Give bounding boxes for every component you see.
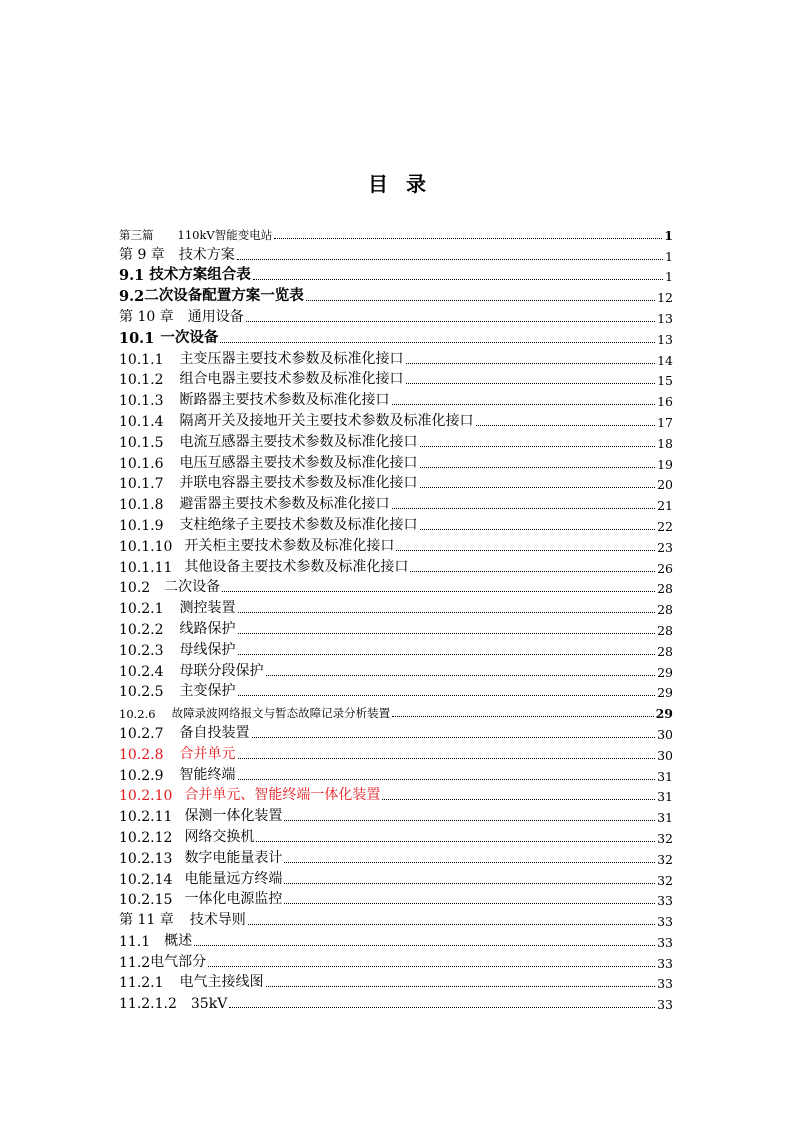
- toc-entry[interactable]: [119, 867, 673, 888]
- toc-entry[interactable]: [119, 576, 673, 597]
- toc-entry-number: 10.1.10: [119, 538, 173, 555]
- toc-leader-dots: [194, 945, 655, 946]
- toc-entry-page: 33: [657, 914, 673, 930]
- toc-entry-number: 9.1: [119, 267, 145, 285]
- toc-leader-dots: [238, 779, 656, 780]
- toc-entry-label: 合并单元: [179, 745, 236, 762]
- toc-leader-dots: [274, 238, 662, 239]
- toc-leader-dots: [229, 1007, 655, 1008]
- toc-entry[interactable]: [119, 368, 673, 389]
- toc-entry-page: 15: [657, 373, 673, 389]
- toc-entry-page: 26: [657, 560, 673, 576]
- toc-leader-dots: [406, 363, 656, 364]
- toc-leader-dots: [266, 986, 656, 987]
- toc-entry-number: 11.2.1: [119, 975, 164, 992]
- toc-entry-page: 29: [655, 706, 673, 722]
- toc-entry[interactable]: [119, 347, 673, 368]
- toc-leader-dots: [392, 404, 656, 405]
- toc-entry-page: 22: [657, 518, 673, 534]
- toc-leader-dots: [392, 716, 654, 717]
- toc-entry-page: 29: [657, 664, 673, 680]
- toc-entry-label: 二次设备配置方案一览表: [144, 287, 304, 305]
- toc-leader-dots: [238, 758, 656, 759]
- toc-entry[interactable]: [119, 721, 673, 742]
- toc-entry[interactable]: [119, 929, 673, 950]
- toc-entry-number: 10.1.5: [119, 434, 164, 451]
- toc-entry-page: 28: [657, 602, 673, 618]
- toc-entry-label: 线路保护: [179, 620, 236, 637]
- toc-entry-page: 32: [657, 851, 673, 867]
- toc-entry-label: 二次设备: [164, 579, 221, 596]
- toc-entry-label: 合并单元、智能终端一体化装置: [184, 787, 381, 804]
- toc-entry-label: 避雷器主要技术参数及标准化接口: [179, 496, 390, 513]
- toc-leader-dots: [284, 862, 655, 863]
- toc-entry-number: 10.1.11: [119, 559, 173, 576]
- toc-entry[interactable]: [119, 513, 673, 534]
- toc-entry-number: 10.2.1: [119, 601, 164, 618]
- toc-leader-dots: [410, 571, 655, 572]
- toc-entry-label: 母联分段保护: [179, 662, 264, 679]
- toc-entry-number: 10.2.15: [119, 892, 173, 909]
- toc-entry-number: 10.1.4: [119, 413, 164, 430]
- toc-entry-number: 10.2.13: [119, 850, 173, 867]
- toc-entry-label: 支柱绝缘子主要技术参数及标准化接口: [179, 516, 418, 533]
- toc-entry-label: 35kV: [190, 996, 228, 1013]
- toc-entry[interactable]: [119, 388, 673, 409]
- toc-entry-label: 电能量远方终端: [184, 870, 283, 887]
- toc-entry[interactable]: [119, 825, 673, 846]
- toc-entry[interactable]: [119, 617, 673, 638]
- toc-entry-label: 一体化电源监控: [184, 891, 283, 908]
- toc-leader-dots: [266, 675, 656, 676]
- toc-entry[interactable]: [119, 284, 673, 305]
- toc-entry-label: 电压互感器主要技术参数及标准化接口: [179, 454, 418, 471]
- toc-leader-dots: [220, 342, 655, 343]
- toc-entry-label: 主变压器主要技术参数及标准化接口: [179, 350, 404, 367]
- toc-entry-label: 网络交换机: [184, 828, 255, 845]
- toc-entry[interactable]: [119, 264, 673, 285]
- toc-entry[interactable]: [119, 222, 673, 243]
- toc-entry-page: 28: [657, 581, 673, 597]
- toc-entry[interactable]: [119, 534, 673, 555]
- toc-entry-label: 断路器主要技术参数及标准化接口: [179, 392, 390, 409]
- toc-entry-label: 组合电器主要技术参数及标准化接口: [179, 371, 404, 388]
- toc-leader-dots: [284, 883, 655, 884]
- toc-entry-number: 10.2.14: [119, 871, 173, 888]
- toc-entry-label: 隔离开关及接地开关主要技术参数及标准化接口: [179, 412, 474, 429]
- toc-entry-number: 10.2.9: [119, 767, 164, 784]
- toc-entry-page: 13: [657, 310, 673, 326]
- toc-entry-number: 10.1.1: [119, 351, 164, 368]
- toc-leader-dots: [256, 841, 655, 842]
- toc-entry-number: 11.2.1.2: [119, 996, 177, 1013]
- toc-leader-dots: [420, 529, 656, 530]
- toc-entry[interactable]: [119, 846, 673, 867]
- toc-entry-number: 11.1: [119, 933, 151, 950]
- toc-entry-number: 10.2.6: [119, 707, 156, 722]
- toc-leader-dots: [392, 508, 656, 509]
- toc-leader-dots: [238, 633, 656, 634]
- toc-entry-label: 电气主接线图: [179, 974, 264, 991]
- toc-entry-label: 保测一体化装置: [184, 808, 283, 825]
- toc-leader-dots: [284, 903, 655, 904]
- toc-entry-page: 33: [657, 955, 673, 971]
- toc-entry-number: 10.2.7: [119, 725, 164, 742]
- toc-entry-number: 10.1.2: [119, 372, 164, 389]
- toc-entry-page: 33: [657, 997, 673, 1013]
- toc-entry-page: 29: [657, 685, 673, 701]
- toc-entry-number: 10.2.12: [119, 829, 173, 846]
- toc-entry-page: 33: [657, 893, 673, 909]
- toc-entry-page: 30: [657, 726, 673, 742]
- toc-entry-page: 33: [657, 976, 673, 992]
- toc-entry[interactable]: [119, 950, 673, 971]
- toc-entry-number: 10.2.8: [119, 746, 164, 763]
- toc-entry[interactable]: [119, 555, 673, 576]
- toc-entry-label: 并联电容器主要技术参数及标准化接口: [179, 475, 418, 492]
- toc-entry-label: 智能终端: [179, 766, 236, 783]
- toc-entry-page: 17: [657, 414, 673, 430]
- toc-entry-page: 1: [665, 248, 673, 264]
- toc-entry-number: 第三篇: [119, 227, 154, 242]
- toc-entry-number: 10.1.7: [119, 476, 164, 493]
- toc-entry-page: 31: [657, 768, 673, 784]
- toc-entry-number: 10.1.3: [119, 393, 164, 410]
- toc-entry[interactable]: [119, 492, 673, 513]
- toc-entry-number: 10.2.4: [119, 663, 164, 680]
- toc-entry-page: 16: [657, 394, 673, 410]
- toc-leader-dots: [476, 425, 656, 426]
- toc-entry-number: 11.2: [119, 954, 151, 971]
- toc-leader-dots: [396, 550, 655, 551]
- toc-title-char-2: 录: [406, 172, 426, 196]
- toc-entry-label: 概述: [164, 932, 193, 949]
- toc-entry[interactable]: [119, 430, 673, 451]
- toc-leader-dots: [222, 591, 655, 592]
- toc-entry-label: 电气部分: [150, 953, 207, 970]
- toc-entry-page: 32: [657, 872, 673, 888]
- toc-entry-label: 技术导则: [189, 912, 246, 929]
- toc-entry[interactable]: [119, 888, 673, 909]
- toc-leader-dots: [406, 383, 656, 384]
- toc-entry-label: 母线保护: [179, 641, 236, 658]
- toc-entry-page: 1: [665, 269, 673, 285]
- toc-entry[interactable]: [119, 638, 673, 659]
- toc-leader-dots: [238, 654, 656, 655]
- toc-entry[interactable]: [119, 326, 673, 347]
- toc-entry-label: 测控装置: [179, 600, 236, 617]
- toc-leader-dots: [237, 259, 663, 260]
- toc-leader-dots: [306, 300, 655, 301]
- toc-leader-dots: [420, 467, 656, 468]
- toc-entry[interactable]: [119, 305, 673, 326]
- toc-entry[interactable]: [119, 908, 673, 929]
- toc-entry-label: 主变保护: [179, 683, 236, 700]
- toc-entry-number: 第 9 章: [119, 246, 165, 263]
- toc-entry-label: 开关柜主要技术参数及标准化接口: [184, 537, 395, 554]
- toc-entry[interactable]: [119, 742, 673, 763]
- toc-entry[interactable]: [119, 451, 673, 472]
- toc-entry-page: 18: [657, 435, 673, 451]
- toc-entry-number: 10.2.3: [119, 642, 164, 659]
- toc-entry-page: 13: [657, 331, 673, 347]
- toc-leader-dots: [208, 966, 655, 967]
- toc-entry-label: 电流互感器主要技术参数及标准化接口: [179, 433, 418, 450]
- toc-leader-dots: [420, 487, 656, 488]
- toc-entry-label: 通用设备: [187, 308, 244, 325]
- toc-entry-page: 12: [657, 290, 673, 306]
- toc-entry[interactable]: [119, 804, 673, 825]
- toc-entry-number: 10.1.6: [119, 455, 164, 472]
- toc-leader-dots: [382, 799, 655, 800]
- toc-entry-page: 21: [657, 498, 673, 514]
- toc-entry-page: 19: [657, 456, 673, 472]
- toc-entry[interactable]: [119, 659, 673, 680]
- toc-entry-number: 10.2.10: [119, 788, 173, 805]
- toc-entry-page: 14: [657, 352, 673, 368]
- toc-entry-label: 备自投装置: [179, 724, 250, 741]
- toc-entry-number: 10.2.11: [119, 809, 173, 826]
- toc-title: [0, 168, 794, 197]
- toc-entry-page: 32: [657, 830, 673, 846]
- toc-entry-label: 技术方案: [178, 246, 235, 263]
- toc-entry[interactable]: [119, 680, 673, 701]
- toc-entry-page: 20: [657, 477, 673, 493]
- toc-leader-dots: [420, 446, 656, 447]
- toc-entry-page: 31: [657, 810, 673, 826]
- toc-entry-number: 第 10 章: [119, 308, 174, 325]
- toc-entry[interactable]: [119, 763, 673, 784]
- toc-entry-page: 1: [664, 227, 673, 243]
- toc-entry-label: 110kV智能变电站: [177, 227, 273, 242]
- toc-entry-number: 10.2.5: [119, 684, 164, 701]
- toc-entry-page: 30: [657, 747, 673, 763]
- toc-entry[interactable]: [119, 409, 673, 430]
- table-of-contents: [119, 222, 673, 1012]
- toc-entry-label: 技术方案组合表: [149, 266, 251, 284]
- toc-title-char-1: 目: [368, 172, 388, 196]
- toc-entry-number: 10.1.8: [119, 497, 164, 514]
- toc-leader-dots: [238, 695, 656, 696]
- toc-entry[interactable]: [119, 784, 673, 805]
- toc-entry-label: 其他设备主要技术参数及标准化接口: [184, 558, 409, 575]
- toc-entry-label: 故障录波网络报文与暂态故障记录分析装置: [171, 706, 391, 721]
- toc-entry[interactable]: [119, 472, 673, 493]
- toc-leader-dots: [238, 612, 656, 613]
- toc-entry-page: 28: [657, 643, 673, 659]
- toc-entry-label: 一次设备: [160, 328, 219, 346]
- toc-leader-dots: [248, 924, 655, 925]
- toc-entry-number: 9.2: [119, 288, 145, 306]
- toc-entry-number: 10.2: [119, 580, 151, 597]
- toc-entry-number: 10.1: [119, 329, 155, 347]
- toc-entry-number: 10.1.9: [119, 517, 164, 534]
- toc-leader-dots: [284, 820, 655, 821]
- toc-entry-page: 31: [657, 789, 673, 805]
- toc-leader-dots: [246, 321, 655, 322]
- toc-entry[interactable]: [119, 243, 673, 264]
- toc-entry-number: 第 11 章: [119, 912, 174, 929]
- toc-leader-dots: [252, 737, 656, 738]
- toc-entry-label: 数字电能量表计: [184, 849, 283, 866]
- toc-entry[interactable]: [119, 700, 673, 721]
- toc-entry-number: 10.2.2: [119, 621, 164, 638]
- toc-entry-page: 33: [657, 934, 673, 950]
- toc-entry-page: 23: [657, 539, 673, 555]
- toc-entry[interactable]: [119, 991, 673, 1012]
- toc-entry[interactable]: [119, 596, 673, 617]
- toc-leader-dots: [253, 279, 663, 280]
- toc-entry-page: 28: [657, 622, 673, 638]
- toc-entry[interactable]: [119, 971, 673, 992]
